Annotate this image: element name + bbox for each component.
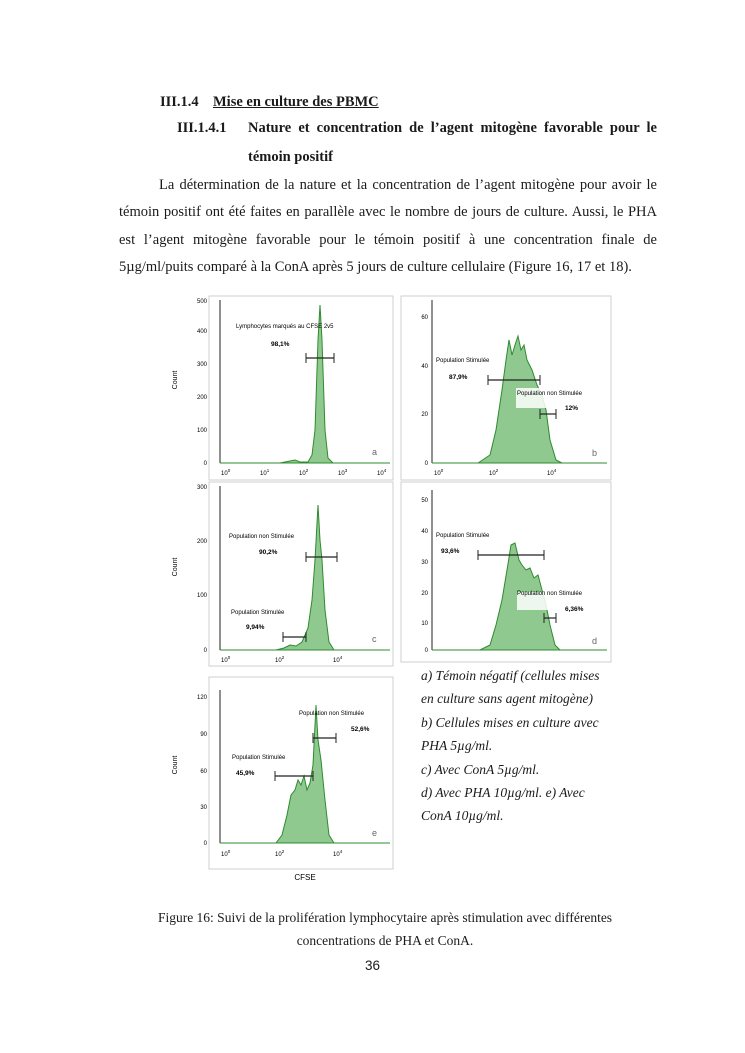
panel-a-xtick-1: $10^1$ (260, 468, 270, 477)
svg-text:104: $10^4$ (333, 849, 343, 858)
panel-c-ytick-200: 200 (196, 539, 207, 545)
panel-b-ytick-0: 0 (424, 461, 428, 467)
svg-text:100: $10^0$ (434, 468, 444, 477)
panel-c-ytick-300: 300 (196, 485, 207, 491)
panel-a-gate-label: Lymphocytes marqués au CFSE 2v5 (236, 324, 334, 330)
subsection-title-line1: Nature et concentration de l’agent mitogène favorable pour le (248, 120, 657, 136)
panel-a-ytick-400: 400 (196, 329, 207, 335)
panel-c-gate2-label: Population Stimulée (231, 610, 285, 616)
panel-c-ytick-100: 100 (196, 593, 207, 599)
panel-d-ytick-10: 10 (421, 621, 428, 627)
panel-b-gate2-label: Population non Stimulée (517, 391, 583, 397)
caption-line-1: Figure 16: Suivi de la prolifération lymphocytaire après stimulation avec différentes (157, 910, 613, 925)
panel-e-gate2-label: Population Stimulée (232, 755, 286, 761)
svg-text:102: $10^2$ (275, 849, 285, 858)
panel-e-x-axis-label: CFSE (294, 873, 316, 882)
panel-a-y-axis-label: Count (172, 370, 179, 390)
panel-a-ytick-0: 0 (203, 461, 207, 467)
panel-e (172, 677, 393, 882)
subsection-title-line2: témoin positif (248, 149, 333, 165)
panel-b-gate1-label: Population Stimulée (436, 358, 490, 364)
panel-d-ytick-50: 50 (421, 498, 428, 504)
panel-e-gate2-percent: 45,9% (236, 770, 255, 777)
legend-line-6: d) Avec PHA 10µg/ml. e) Avec (421, 785, 585, 801)
panel-a-ytick-300: 300 (196, 362, 207, 368)
panel-e-ytick-0: 0 (203, 841, 207, 847)
panel-e-ytick-90: 90 (200, 732, 207, 738)
legend-line-1: a) Témoin négatif (cellules mises (421, 668, 600, 683)
legend-line-2: en culture sans agent mitogène) (421, 691, 593, 707)
panel-d-ytick-40: 40 (421, 529, 428, 535)
panel-a-ytick-100: 100 (196, 428, 207, 434)
panel-a-xtick-2: $10^2$ (299, 468, 309, 477)
panel-e-gate1-percent: 52,6% (351, 726, 370, 733)
caption-line-2: concentrations de PHA et ConA. (296, 933, 474, 948)
svg-text:104: $10^4$ (547, 468, 557, 477)
panel-c-letter: c (372, 634, 377, 644)
panel-c-y-axis-label: Count (172, 557, 179, 577)
panel-e-y-axis-label: Count (172, 755, 179, 775)
subsection-number: III.1.4.1 (177, 120, 227, 136)
panel-d (401, 482, 611, 662)
panel-a-xtick-3: $10^3$ (338, 468, 348, 477)
legend-line-5: c) Avec ConA 5µg/ml. (421, 761, 540, 777)
legend-line-3: b) Cellules mises en culture avec (421, 714, 599, 730)
svg-text:100: $10^0$ (221, 849, 231, 858)
panel-e-ytick-60: 60 (200, 769, 207, 775)
panel-c-gate2-percent: 9,94% (246, 624, 265, 631)
panel-a-xtick-4: $10^4$ (377, 468, 387, 477)
svg-text:102: $10^2$ (489, 468, 499, 477)
panel-b-ytick-20: 20 (421, 412, 428, 418)
panel-a-gate-percent: 98,1% (271, 341, 290, 348)
panel-b-ytick-40: 40 (421, 364, 428, 370)
panel-d-gate2-percent: 6,36% (565, 606, 584, 613)
panel-e-ytick-30: 30 (200, 805, 207, 811)
legend-line-7: ConA 10µg/ml. (421, 808, 504, 824)
panel-d-letter: d (592, 636, 598, 646)
panel-a-xtick-0: $10^0$ (221, 468, 231, 477)
panel-e-gate1-label: Population non Stimulée (299, 711, 365, 717)
panel-c-gate1-label: Population non Stimulée (229, 534, 295, 540)
panel-a-letter: a (372, 447, 378, 457)
svg-text:102: $10^2$ (275, 655, 285, 664)
panel-d-gate2-label: Population non Stimulée (517, 591, 583, 597)
panel-b-gate2-percent: 12% (565, 405, 579, 412)
svg-text:100: $10^0$ (221, 655, 231, 664)
figure-caption (120, 906, 650, 952)
panel-d-gate1-label: Population Stimulée (436, 533, 490, 539)
page-number: 36 (364, 958, 381, 973)
figure-legend (421, 664, 621, 828)
panel-e-ytick-120: 120 (196, 695, 207, 701)
panel-a-ytick-200: 200 (196, 395, 207, 401)
panel-a-ytick-500: 500 (196, 299, 207, 305)
panel-e-letter: e (372, 828, 378, 838)
section-number: III.1.4 (160, 94, 199, 110)
panel-c-ytick-0: 0 (203, 648, 207, 654)
panel-b-letter: b (592, 448, 598, 458)
panel-c (172, 482, 393, 666)
panel-d-ytick-20: 20 (421, 591, 428, 597)
panel-d-ytick-0: 0 (424, 648, 428, 654)
panel-a-y-ticks (197, 299, 208, 467)
panel-a (172, 296, 393, 480)
section-title: Mise en culture des PBMC (213, 94, 379, 110)
panel-b (401, 296, 611, 480)
panel-b-gate1-percent: 87,9% (449, 374, 468, 381)
panel-d-ytick-30: 30 (421, 560, 428, 566)
legend-line-4: PHA 5µg/ml. (421, 738, 493, 754)
panel-c-gate1-percent: 90,2% (259, 549, 278, 556)
svg-text:104: $10^4$ (333, 655, 343, 664)
panel-b-ytick-60: 60 (421, 315, 428, 321)
paragraph-text: La détermination de la nature et la concentration de l’agent mitogène pour avoir le témoin positif ont été faites en parallèle avec le nombre de jours de culture. Aussi, le PHA est l’agent mitogène favorable pour le témoin positif à une concentration finale de 5µg/ml/puits comparé à la ConA après 5 jours de culture cellulaire (Figure 16, 17 et 18). (119, 177, 657, 276)
panel-d-gate1-percent: 93,6% (441, 548, 460, 555)
